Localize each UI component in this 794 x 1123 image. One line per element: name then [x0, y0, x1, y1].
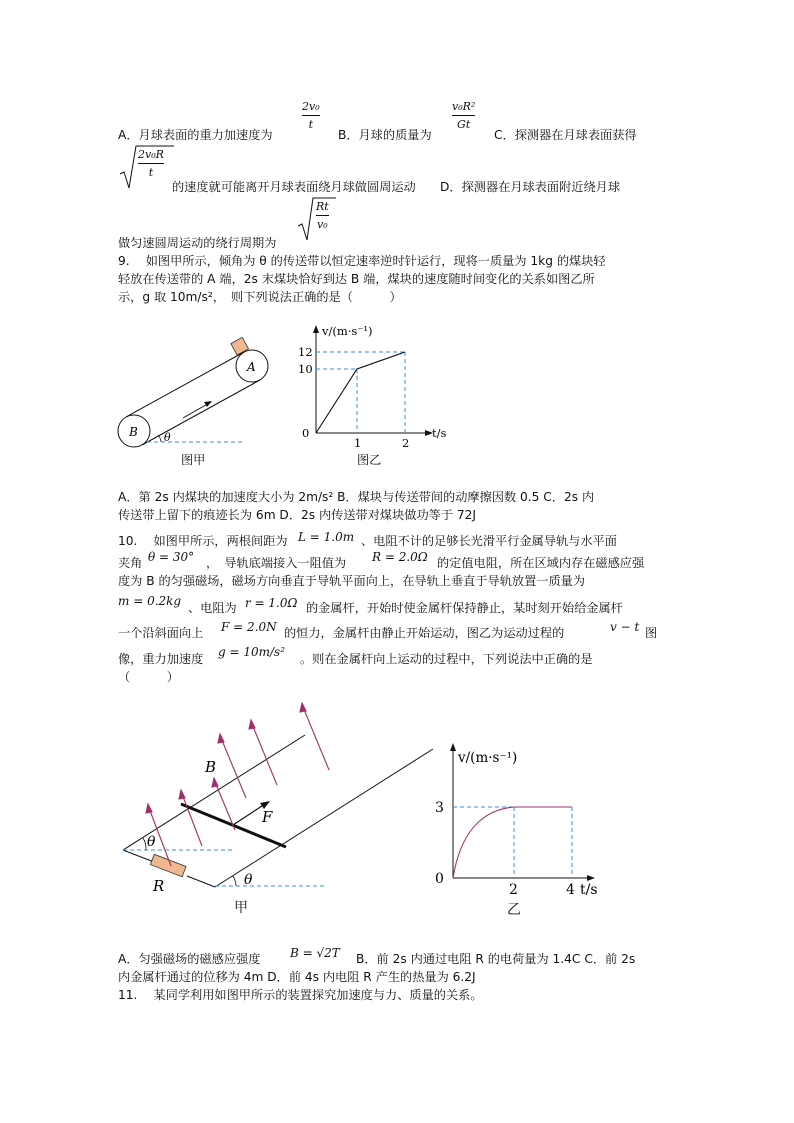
q10-figure-a-caption: 甲 [234, 900, 248, 916]
q10-stem-line6b: 。则在金属杆向上运动的过程中，下列说法中正确的是 [300, 652, 593, 666]
q10-math-b: B = √2T [290, 946, 340, 960]
velocity-curve [316, 352, 405, 433]
label-theta: θ [164, 431, 171, 444]
q10-figure-b-caption: 乙 [507, 902, 521, 918]
y-axis-label: v/(m·s⁻¹) [322, 324, 373, 338]
q10-stem-line5a: 一个沿斜面向上 [118, 626, 204, 640]
q10-stem-line1b: 、电阻不计的足够长光滑平行金属导轨与水平面 [361, 534, 617, 548]
q10-stem-line6a: 像，重力加速度 [118, 652, 204, 666]
q8-option-c: C．探测器在月球表面获得 [494, 128, 637, 142]
label-f: F [262, 808, 273, 826]
coal-block [231, 337, 249, 355]
q9-stem-line3: 示，g 取 10m/s²， 则下列说法正确的是（ ） [118, 290, 402, 304]
x-tick-4: 4 [566, 882, 575, 898]
x-axis-label: t/s [432, 426, 447, 440]
q9-figure-vt-graph [295, 322, 455, 450]
q10-math-m: m = 0.2kg [118, 594, 182, 608]
q10-stem-line4a: 、电阻为 [188, 601, 237, 615]
q9-figure-a-caption: 图甲 [181, 453, 206, 467]
q10-stem-line5c: 图 [645, 626, 658, 640]
q10-stem-line4b: 的金属杆，开始时使金属杆保持静止，某时刻开始给金属杆 [306, 601, 623, 615]
q10-math-g: g = 10m/s² [218, 645, 286, 659]
q10-options-line1b: B．前 2s 内通过电阻 R 的电荷量为 1.4C C．前 2s [356, 952, 636, 966]
y-axis-label: v/(m·s⁻¹) [458, 750, 518, 766]
q10-stem-line2a: 夹角 [118, 556, 143, 570]
q8-option-c-continued: 的速度就可能离开月球表面绕月球做圆周运动 [172, 180, 416, 194]
q8-option-d: D．探测器在月球表面附近绕月球 [440, 180, 621, 194]
q9-figure-b-caption: 图乙 [357, 453, 382, 467]
q10-math-l: L = 1.0m [298, 530, 355, 544]
y-tick-10: 10 [298, 362, 313, 376]
q10-math-theta: θ = 30° [148, 550, 195, 564]
y-tick-12: 12 [298, 345, 313, 359]
q10-options-line1a: A．匀强磁场的磁感应强度 [118, 952, 261, 966]
q8-option-b: B．月球的质量为 [338, 128, 432, 142]
q8-option-d-continued: 做匀速圆周运动的绕行周期为 [118, 236, 277, 250]
rail-lower [215, 749, 433, 887]
label-b: B [129, 425, 138, 439]
y-tick-0: 0 [435, 871, 444, 887]
q10-figure-rails [115, 700, 445, 920]
q10-stem-line5b: 的恒力，金属杆由静止开始运动，图乙为运动过程的 [284, 626, 565, 640]
q11-stem-line1: 11. 某同学利用如图甲所示的装置探究加速度与力、质量的关系。 [118, 988, 483, 1002]
q10-math-small-r: r = 1.0Ω [245, 596, 298, 610]
q8-option-c-root-fraction: 2v₀R t [138, 148, 164, 179]
q10-options-line2: 内金属杆通过的位移为 4m D．前 4s 内电阻 R 产生的热量为 6.2J [118, 970, 476, 984]
q8-option-a-fraction: 2v₀ t [302, 100, 320, 131]
q9-figure-conveyor [115, 335, 275, 465]
q9-stem-line2: 轻放在传送带的 A 端，2s 末煤块恰好到达 B 端，煤块的速度随时间变化的关系如图乙所 [118, 272, 595, 286]
q10-figure-vt-graph [430, 740, 610, 900]
y-tick-0: 0 [302, 426, 310, 440]
x-tick-2: 2 [509, 882, 518, 898]
q10-stem-line2b: ， 导轨底端接入一阻值为 [206, 556, 347, 570]
label-theta1: θ [147, 834, 156, 850]
q10-math-vt: v − t [610, 620, 640, 634]
q10-stem-line1a: 10. 如图甲所示，两根间距为 [118, 534, 288, 548]
q8-option-a: A．月球表面的重力加速度为 [118, 128, 273, 142]
force-arrow [233, 804, 265, 825]
velocity-curve [453, 807, 572, 878]
x-tick-1: 1 [354, 436, 362, 450]
q8-option-d-root-fraction: Rt v₀ [316, 200, 329, 231]
q10-stem-line7: （ ） [118, 670, 179, 684]
q9-options-line2: 传送带上留下的痕迹长为 6m D．2s 内传送带对煤块做功等于 72J [118, 508, 477, 522]
q10-stem-line3: 度为 B 的匀强磁场，磁场方向垂直于导轨平面向上，在导轨上垂直于导轨放置一质量为 [118, 574, 586, 588]
q9-options-line1: A．第 2s 内煤块的加速度大小为 2m/s² B．煤块与传送带间的动摩擦因数 0.5 C．2s 内 [118, 490, 595, 504]
q10-math-r: R = 2.0Ω [372, 550, 428, 564]
label-a: A [247, 360, 256, 374]
rail-upper [123, 735, 305, 850]
field-arrows [146, 703, 329, 866]
q8-option-b-fraction: v₀R² Gt [452, 100, 476, 131]
label-theta2: θ [244, 872, 253, 888]
q10-stem-line2c: 的定值电阻，所在区域内存在磁感应强 [437, 556, 645, 570]
q10-math-f: F = 2.0N [221, 620, 277, 634]
x-tick-2: 2 [402, 436, 410, 450]
label-r: R [153, 877, 165, 895]
x-axis-label: t/s [580, 882, 598, 898]
rail-end-lower [187, 876, 215, 887]
q9-stem-line1: 9. 如图甲所示，倾角为 θ 的传送带以恒定速率逆时针运行，现将一质量为 1kg 的煤块轻 [118, 254, 606, 268]
y-tick-3: 3 [435, 800, 444, 816]
label-b-field: B [205, 758, 217, 776]
